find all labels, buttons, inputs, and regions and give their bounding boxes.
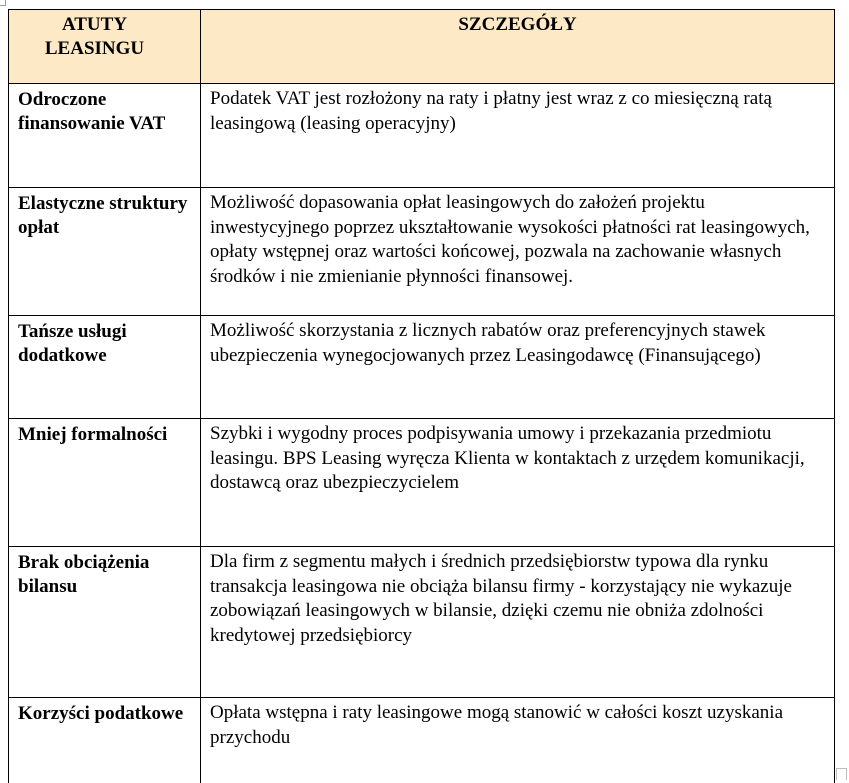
table-row <box>9 419 835 547</box>
advantage-name: Odroczone finansowanie VAT <box>9 84 201 188</box>
advantage-detail: Możliwość skorzystania z licznych rabatów oraz preferencyjnych stawek ubezpieczenia wynegocjowanych przez Leasingodawcę (Finansującego) <box>201 316 835 419</box>
header-cell-details <box>201 10 835 84</box>
advantage-name: Elastyczne struktury opłat <box>9 188 201 316</box>
table-row <box>9 188 835 316</box>
table-row <box>9 316 835 419</box>
advantage-name: Brak obciążenia bilansu <box>9 547 201 698</box>
advantage-detail: Szybki i wygodny proces podpisywania umowy i przekazania przedmiotu leasingu. BPS Leasing wyręcza Klienta w kontaktach z urzędem komunikacji, dostawcą oraz ubezpieczycielem <box>201 419 835 547</box>
header-cell-advantages <box>9 10 201 84</box>
advantage-name: Tańsze usługi dodatkowe <box>9 316 201 419</box>
leasing-advantages-table <box>8 9 835 783</box>
header-advantages-label: ATUTY LEASINGU <box>44 14 145 59</box>
advantage-detail: Opłata wstępna i raty leasingowe mogą stanowić w całości koszt uzyskania przychodu <box>201 698 835 783</box>
header-row <box>9 10 835 84</box>
table-row <box>9 547 835 698</box>
advantage-detail: Możliwość dopasowania opłat leasingowych do założeń projektu inwestycyjnego poprzez ukształtowanie wysokości płatności rat leasingowych, opłaty wstępnej oraz wartości końcowej, pozwala na zachowanie własnych środków i nie zmienianie płynności finansowej. <box>201 188 835 316</box>
page-corner-mark <box>0 0 6 6</box>
end-of-cell-mark <box>836 768 847 780</box>
advantage-detail: Podatek VAT jest rozłożony na raty i płatny jest wraz z co miesięczną ratą leasingową (leasing operacyjny) <box>201 84 835 188</box>
table-row <box>9 84 835 188</box>
advantage-name: Korzyści podatkowe <box>9 698 201 783</box>
table-row <box>9 698 835 783</box>
advantage-detail: Dla firm z segmentu małych i średnich przedsiębiorstw typowa dla rynku transakcja leasingowa nie obciąża bilansu firmy - korzystający nie wykazuje zobowiązań leasingowych w bilansie, dzięki czemu nie obniża zdolności kredytowej przedsiębiorcy <box>201 547 835 698</box>
advantage-name: Mniej formalności <box>9 419 201 547</box>
header-details-label: SZCZEGÓŁY <box>458 14 577 35</box>
